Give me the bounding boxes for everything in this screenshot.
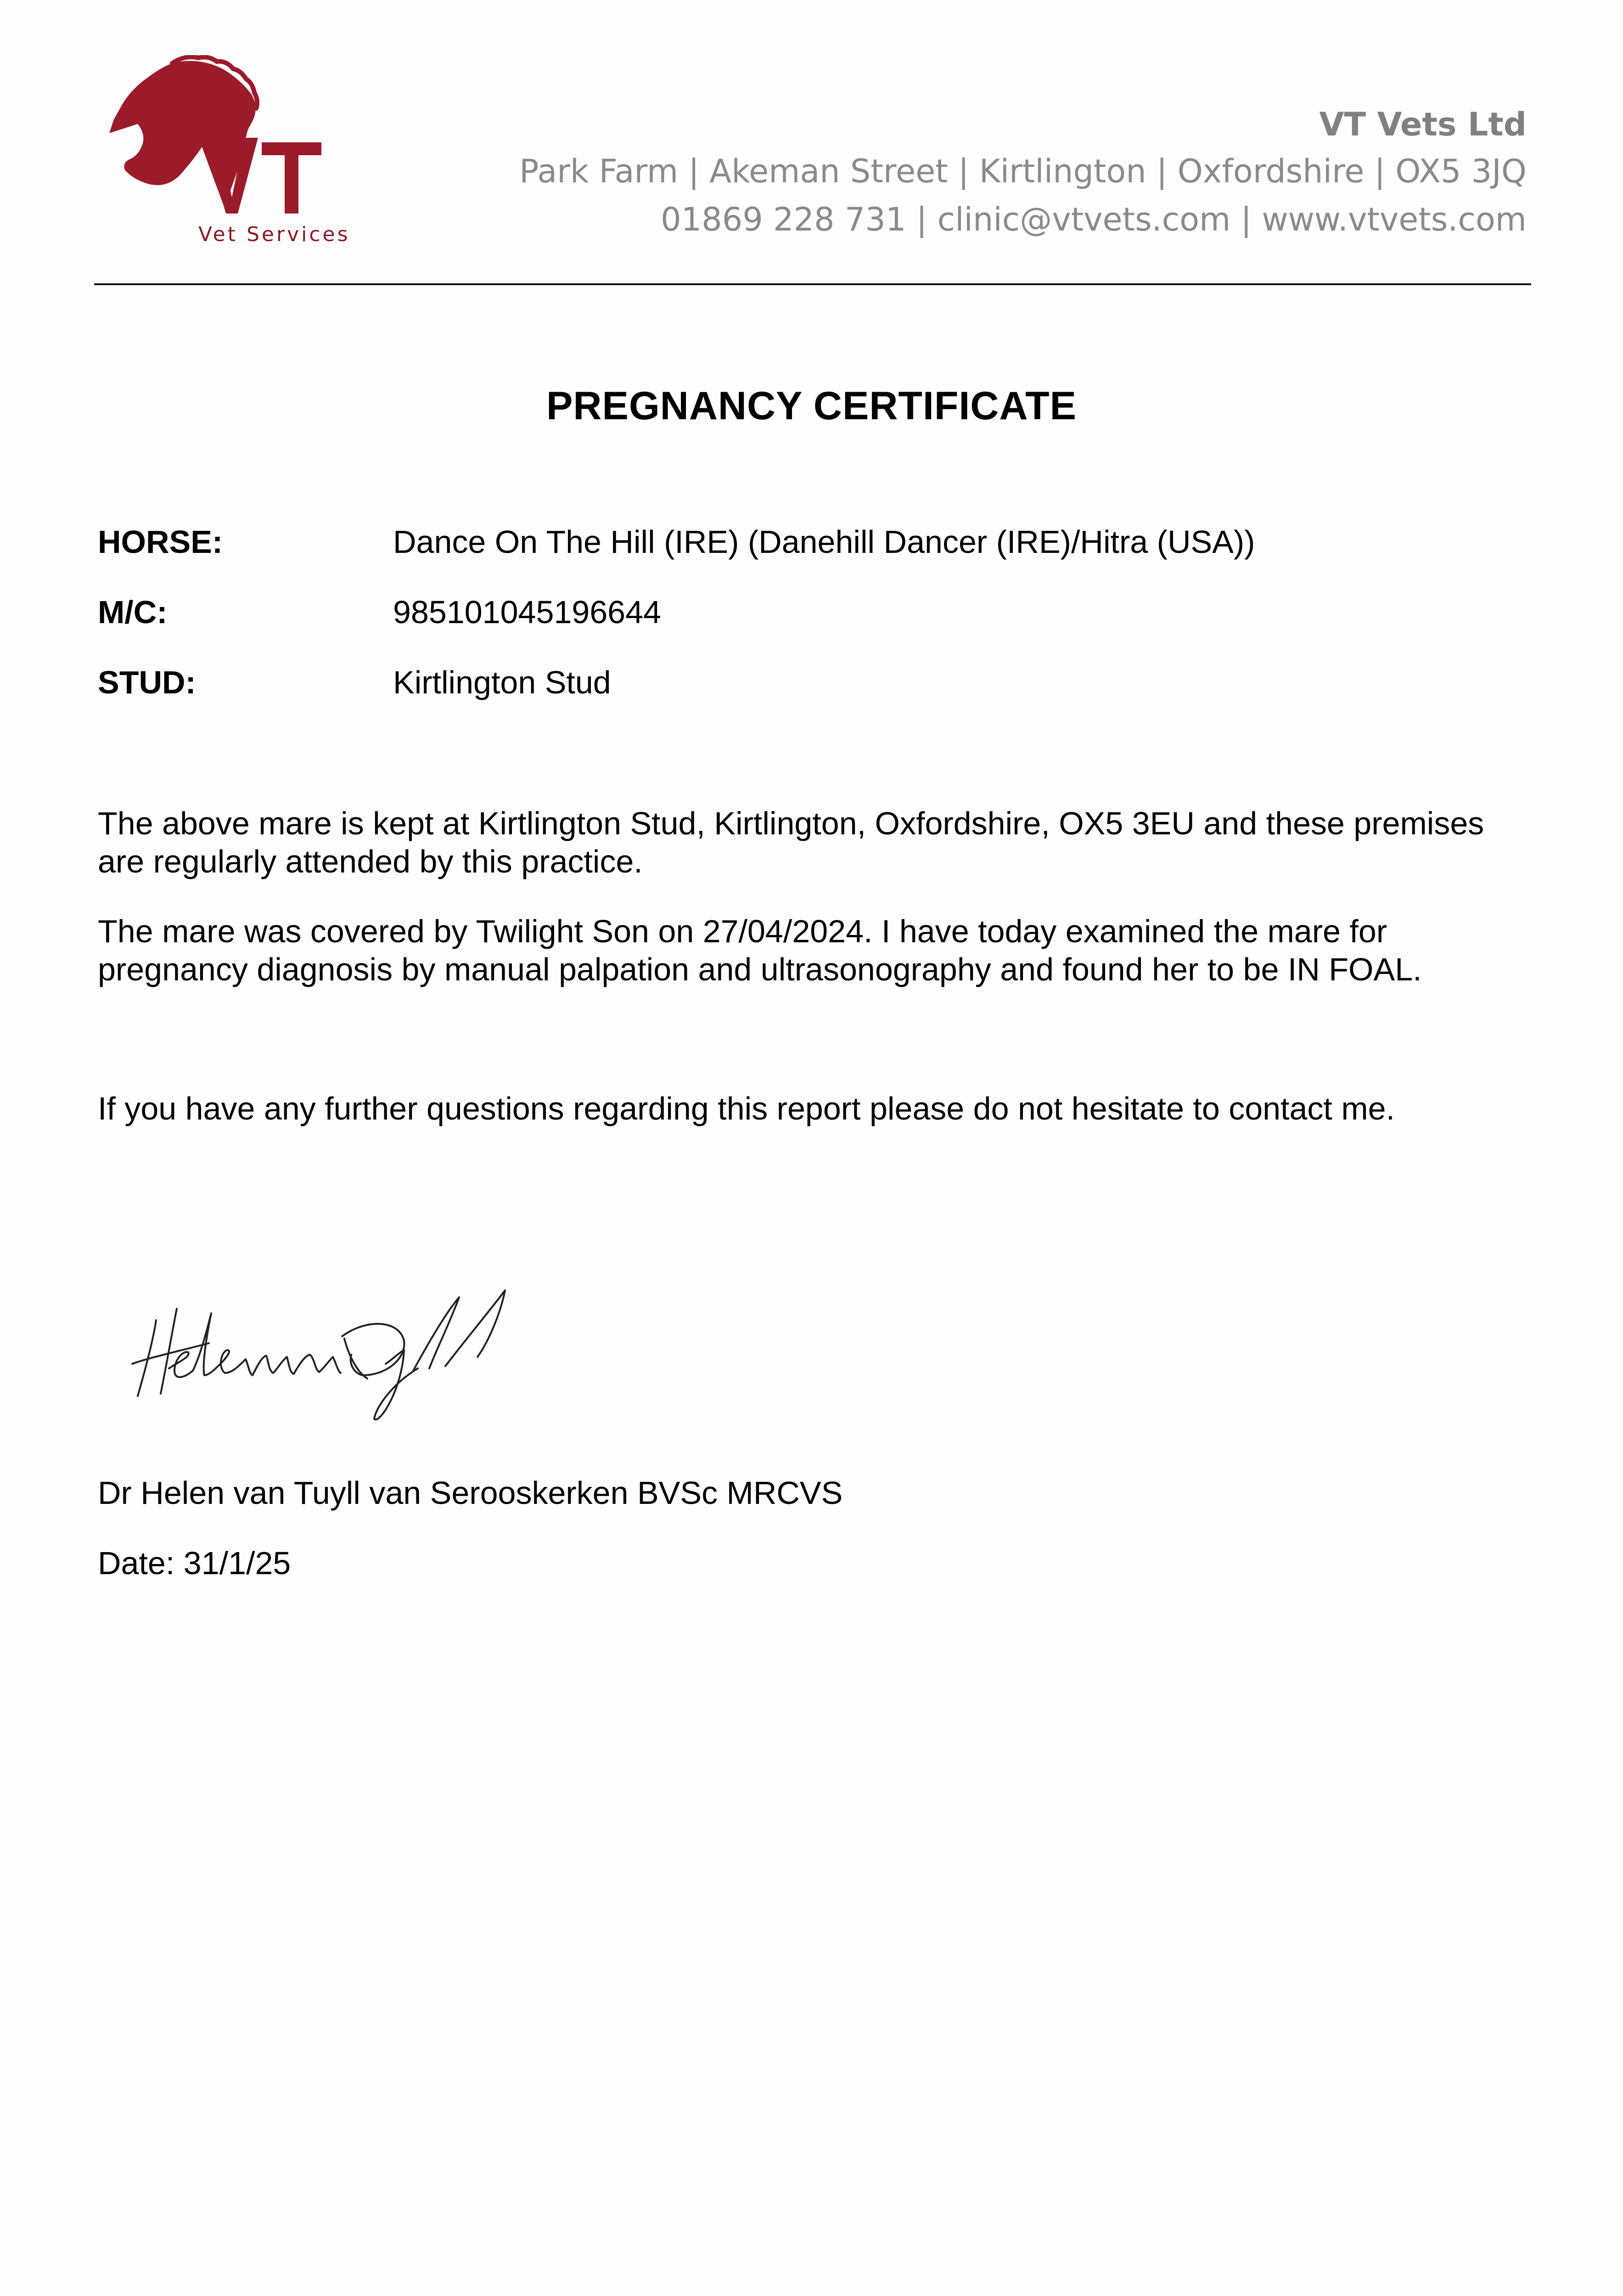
- company-contact: 01869 228 731 | clinic@vtvets.com | www.vtvets.com: [661, 201, 1527, 238]
- logo-t-letter: [262, 142, 321, 214]
- signatory-name: Dr Helen van Tuyll van Serooskerken BVSc MRCVS: [98, 1475, 843, 1511]
- company-logo: [92, 55, 358, 248]
- horse-value: Dance On The Hill (IRE) (Danehill Dancer (IRE)/Hitra (USA)): [393, 524, 1255, 560]
- stud-value: Kirtlington Stud: [393, 664, 611, 700]
- company-name: VT Vets Ltd: [1319, 106, 1527, 143]
- body-paragraph-contact: If you have any further questions regarding this report please do not hesitate to contact me.: [98, 1091, 1395, 1126]
- company-address: Park Farm | Akeman Street | Kirtlington | Oxfordshire | OX5 3JQ: [519, 152, 1527, 190]
- horse-head-icon: [109, 61, 256, 207]
- certificate-date: Date: 31/1/25: [98, 1545, 291, 1581]
- body-paragraph-diagnosis: The mare was covered by Twilight Son on 27/04/2024. I have today examined the mare for pregnancy diagnosis by manual palpation and ultrasonography and found her to be IN FOAL.: [98, 913, 1422, 987]
- handwritten-signature: [129, 1258, 556, 1433]
- header-divider: [94, 283, 1531, 285]
- microchip-value: 985101045196644: [393, 594, 661, 630]
- page-title: PREGNANCY CERTIFICATE: [546, 384, 1077, 428]
- body-paragraph-premises: The above mare is kept at Kirtlington Stud, Kirtlington, Oxfordshire, OX5 3EU and these premises are regularly attended by this practice.: [98, 805, 1484, 879]
- horse-label: HORSE:: [98, 524, 223, 560]
- logo-tagline: Vet Services: [198, 223, 350, 246]
- stud-label: STUD:: [98, 664, 196, 700]
- microchip-label: M/C:: [98, 594, 168, 630]
